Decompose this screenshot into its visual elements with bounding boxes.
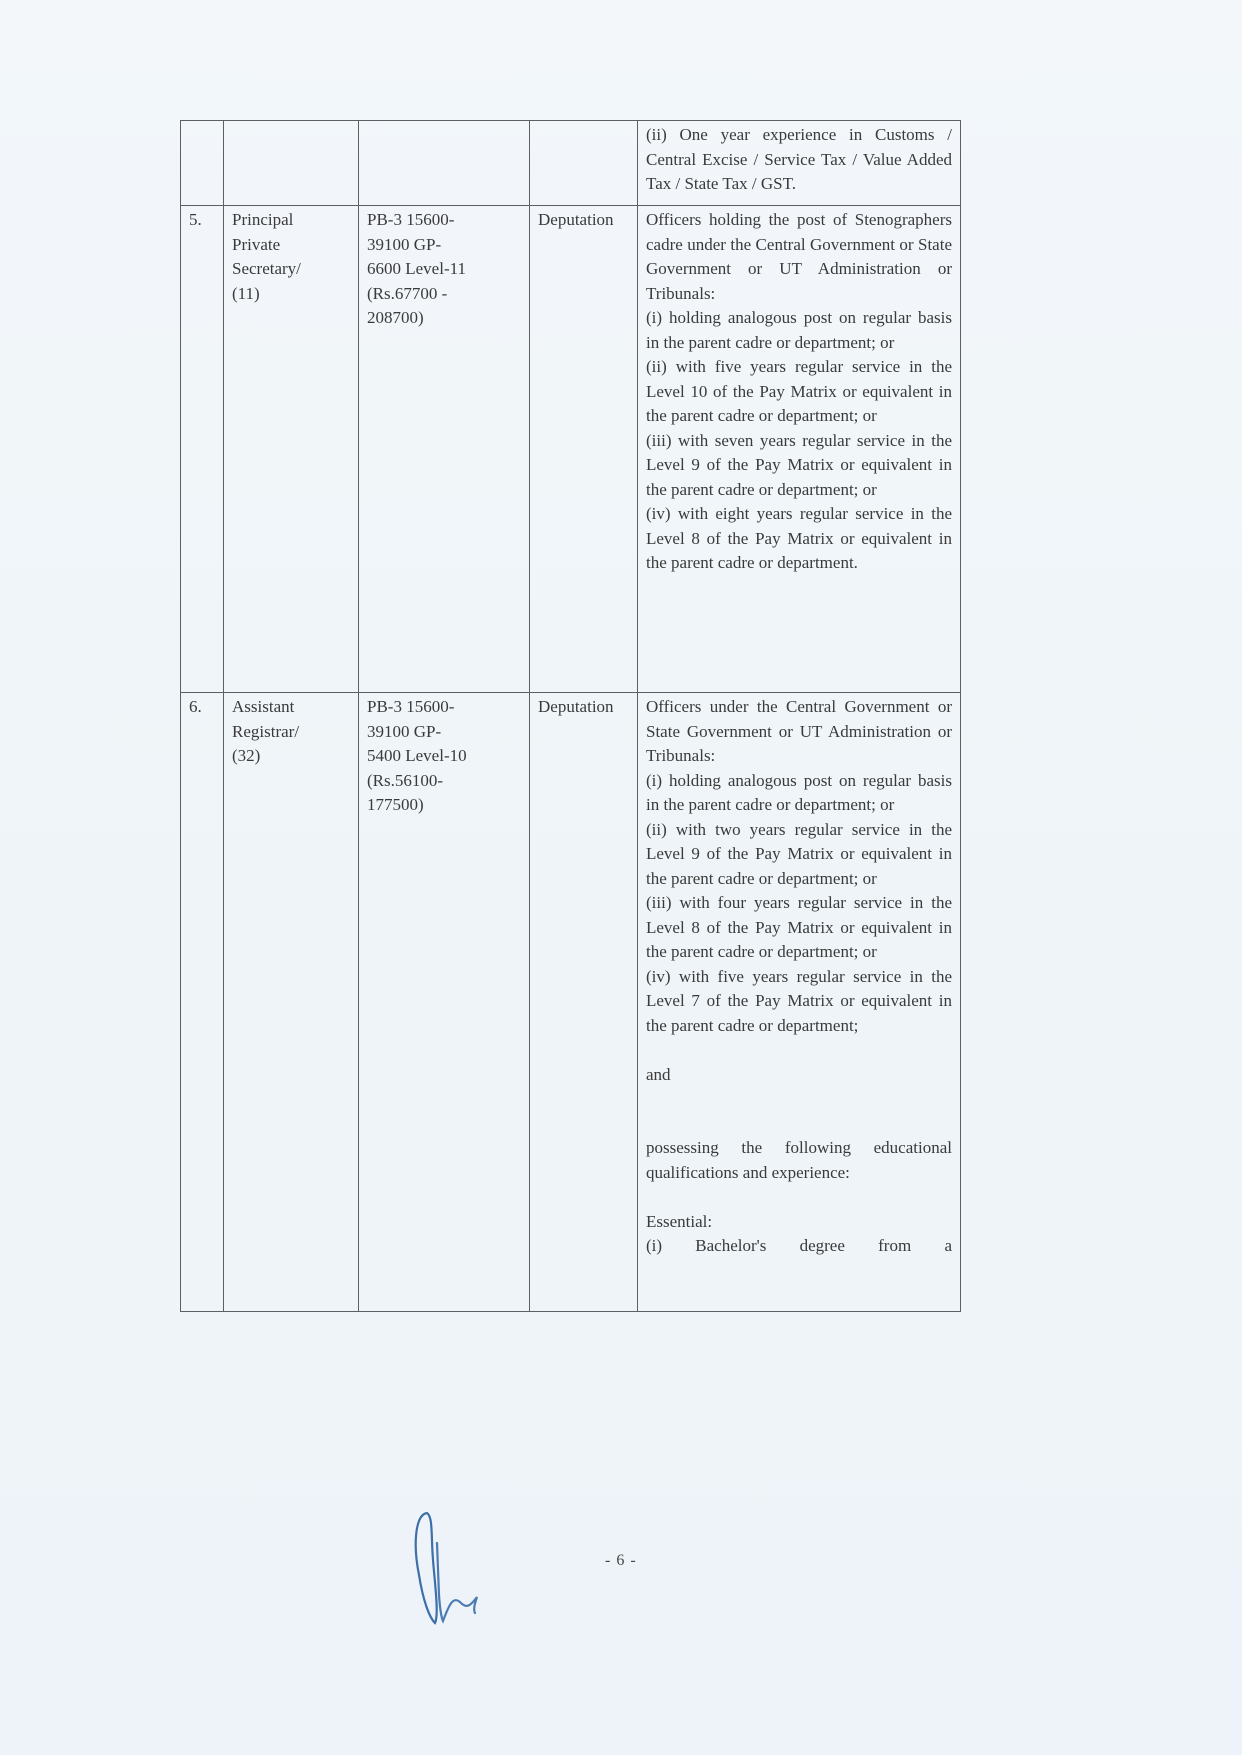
pay-scale-cell xyxy=(359,121,530,206)
pay-scale-line: PB-3 15600- xyxy=(367,697,455,716)
pay-scale-cell xyxy=(359,206,530,693)
eligibility-cell xyxy=(638,693,961,1312)
pay-scale-line: 39100 GP- xyxy=(367,721,442,741)
eligibility-clause: (ii) with two years regular service in the Level 9 of the Pay Matrix or equivalent in the parent cadre or department; or xyxy=(646,819,952,888)
recruitment-method-cell: Deputation xyxy=(530,693,638,1312)
eligibility-clause: (iv) with five years regular service in the Level 7 of the Pay Matrix or equivalent in the parent cadre or department; xyxy=(646,966,952,1035)
spacer xyxy=(646,1185,952,1210)
pay-scale-line: 5400 Level-10 xyxy=(367,746,467,765)
eligibility-intro: Officers under the Central Government or State Government or UT Administration or Tribunals: xyxy=(646,697,952,765)
pay-scale-line: (Rs.67700 - xyxy=(367,283,448,303)
spacer xyxy=(646,1087,952,1112)
recruitment-method-cell xyxy=(530,121,638,206)
qualifications-intro: possessing the following educational qualifications and experience: xyxy=(646,1138,952,1182)
recruitment-method-cell: Deputation xyxy=(530,206,638,693)
essential-label: Essential: xyxy=(646,1211,713,1231)
eligibility-clause: (ii) with five years regular service in the Level 10 of the Pay Matrix or equivalent in the parent cadre or department; or xyxy=(646,357,952,425)
eligibility-clause: (iii) with seven years regular service in the Level 9 of the Pay Matrix or equivalent in the parent cadre or department; or xyxy=(646,430,952,499)
post-name-cell xyxy=(224,206,359,693)
post-name-line: Registrar/ xyxy=(232,721,300,741)
eligibility-cell xyxy=(638,121,961,206)
eligibility-clause: (iii) with four years regular service in the Level 8 of the Pay Matrix or equivalent in the parent cadre or department; or xyxy=(646,893,952,961)
eligibility-cell xyxy=(638,206,961,693)
post-name-cell xyxy=(224,121,359,206)
eligibility-clause: (i) holding analogous post on regular basis in the parent cadre or department; or xyxy=(646,308,952,352)
connector-text: and xyxy=(646,1064,671,1084)
serial-number-cell: 6. xyxy=(181,693,224,1312)
eligibility-text: (ii) One year experience in Customs / Central Excise / Service Tax / Value Added Tax / State Tax / GST. xyxy=(646,125,952,193)
pay-scale-cell xyxy=(359,693,530,1312)
pay-scale-line: 177500) xyxy=(367,795,424,814)
eligibility-clause: (iv) with eight years regular service in the Level 8 of the Pay Matrix or equivalent in the parent cadre or department. xyxy=(646,504,952,572)
serial-number-cell: 5. xyxy=(181,206,224,693)
table-row-5 xyxy=(181,206,961,693)
table-row-6 xyxy=(181,693,961,1312)
pay-scale-line: 208700) xyxy=(367,308,424,327)
post-name-line: Private xyxy=(232,234,281,254)
spacer xyxy=(646,1112,952,1137)
essential-item: (i) Bachelor's degree from a xyxy=(646,1236,952,1255)
eligibility-clause: (i) holding analogous post on regular basis in the parent cadre or department; or xyxy=(646,770,952,814)
pay-scale-line: 6600 Level-11 xyxy=(367,259,466,278)
post-name-line: Assistant xyxy=(232,697,295,716)
eligibility-intro: Officers holding the post of Stenographers cadre under the Central Government or State Government or UT Administration or Tribunals: xyxy=(646,210,952,303)
pay-scale-line: PB-3 15600- xyxy=(367,210,455,229)
post-name-line: Secretary/ xyxy=(232,259,301,278)
post-count: (32) xyxy=(232,746,261,765)
pay-scale-line: (Rs.56100- xyxy=(367,770,444,790)
serial-number-cell xyxy=(181,121,224,206)
spacer xyxy=(646,1038,952,1063)
post-name-line: Principal xyxy=(232,210,294,229)
table-row-continuation xyxy=(181,121,961,206)
page-number: - 6 - xyxy=(605,1552,637,1569)
post-name-cell xyxy=(224,693,359,1312)
post-count: (11) xyxy=(232,283,260,303)
handwritten-signature-icon xyxy=(405,1505,515,1635)
recruitment-rules-table xyxy=(180,120,961,1312)
pay-scale-line: 39100 GP- xyxy=(367,234,442,254)
